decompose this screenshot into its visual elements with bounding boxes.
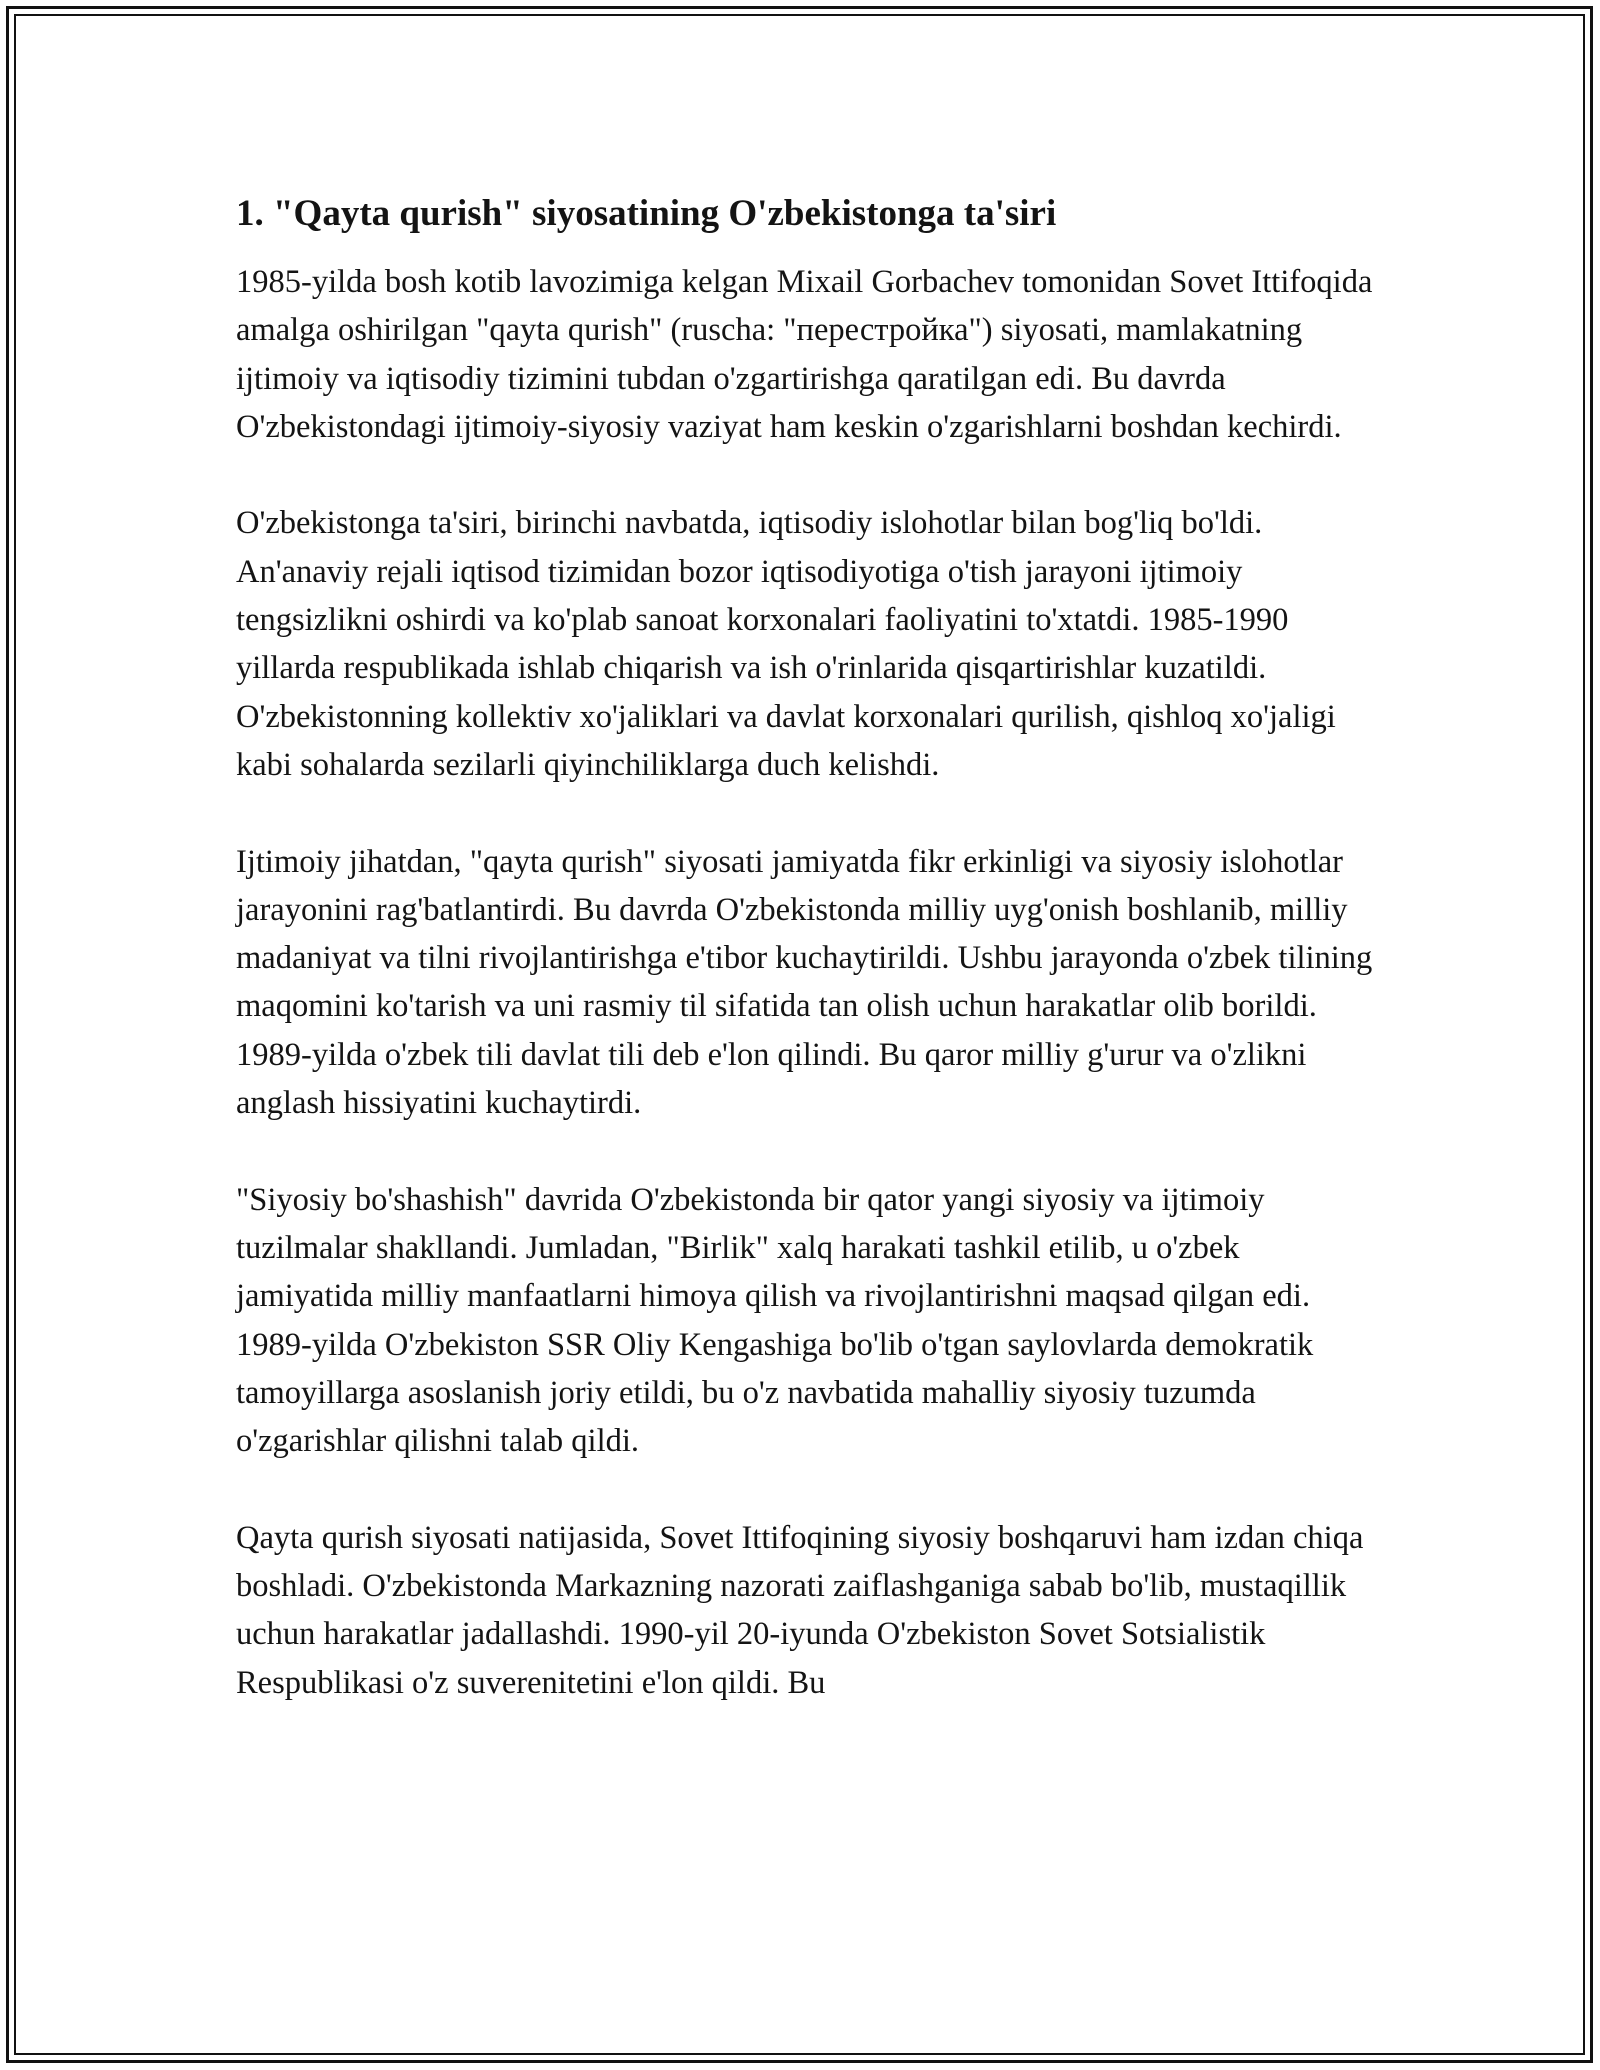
paragraph-5: Qayta qurish siyosati natijasida, Sovet Ittifoqining siyosiy boshqaruvi ham izdan chiqa boshladi. O'zbekistonda Markazning nazorati zaiflashganiga sabab bo'lib, mustaqillik uchun harakatlar jadallashdi. 1990-yil 20-iyunda O'zbekiston Sovet Sotsialistik Respublikasi o'z suverenitetini e'lon qildi. Bu [236, 1519, 1364, 1701]
paragraph-4: "Siyosiy bo'shashish" davrida O'zbekistonda bir qator yangi siyosiy va ijtimoiy tuzilmalar shakllandi. Jumladan, "Birlik" xalq harakati tashkil etilib, u o'zbek jamiyatida milliy manfaatlarni himoya qilish va rivojlantirishni maqsad qilgan edi. 1989-yilda O'zbekiston SSR Oliy Kengashiga bo'lib o'tgan saylovlarda demokratik tamoyillarga asoslanish joriy etildi, bu o'z navbatida mahalliy siyosiy tuzumda o'zgarishlar qilishni talab qildi. [236, 1181, 1314, 1460]
paragraph-2: O'zbekistonga ta'siri, birinchi navbatda, iqtisodiy islohotlar bilan bog'liq bo'ldi. An'anaviy rejali iqtisod tizimidan bozor iqtisodiyotiga o'tish jarayoni ijtimoiy tengsizlikni oshirdi va ko'plab sanoat korxonalari faoliyatini to'xtatdi. 1985-1990 yillarda respublikada ishlab chiqarish va ish o'rinlarida qisqartirishlar kuzatildi. O'zbekistonning kollektiv xo'jaliklari va davlat korxonalari qurilish, qishloq xo'jaligi kabi sohalarda sezilarli qiyinchiliklarga duch kelishdi. [236, 505, 1336, 783]
section-title: 1. "Qayta qurish" siyosatining O'zbekistonga ta'siri [236, 193, 1057, 234]
document-body [236, 186, 1376, 1755]
paragraph-3: Ijtimoiy jihatdan, "qayta qurish" siyosati jamiyatda fikr erkinligi va siyosiy islohotlar jarayonini rag'batlantirdi. Bu davrda O'zbekistonda milliy uyg'onish boshlanib, milliy madaniyat va tilni rivojlantirishga e'tibor kuchaytirildi. Ushbu jarayonda o'zbek tilining maqomini ko'tarish va uni rasmiy til sifatida tan olish uchun harakatlar olib borildi. 1989-yilda o'zbek tili davlat tili deb e'lon qilindi. Bu qaror milliy g'urur va o'zlikni anglash hissiyatini kuchaytirdi. [236, 843, 1373, 1122]
paragraph-1: 1985-yilda bosh kotib lavozimiga kelgan Mixail Gorbachev tomonidan Sovet Ittifoqida amalga oshirilgan "qayta qurish" (ruscha: "перестройка") siyosati, mamlakatning ijtimoiy va iqtisodiy tizimini tubdan o'zgartirishga qaratilgan edi. Bu davrda O'zbekistondagi ijtimoiy-siyosiy vaziyat ham keskin o'zgarishlarni boshdan kechirdi. [236, 264, 1373, 445]
